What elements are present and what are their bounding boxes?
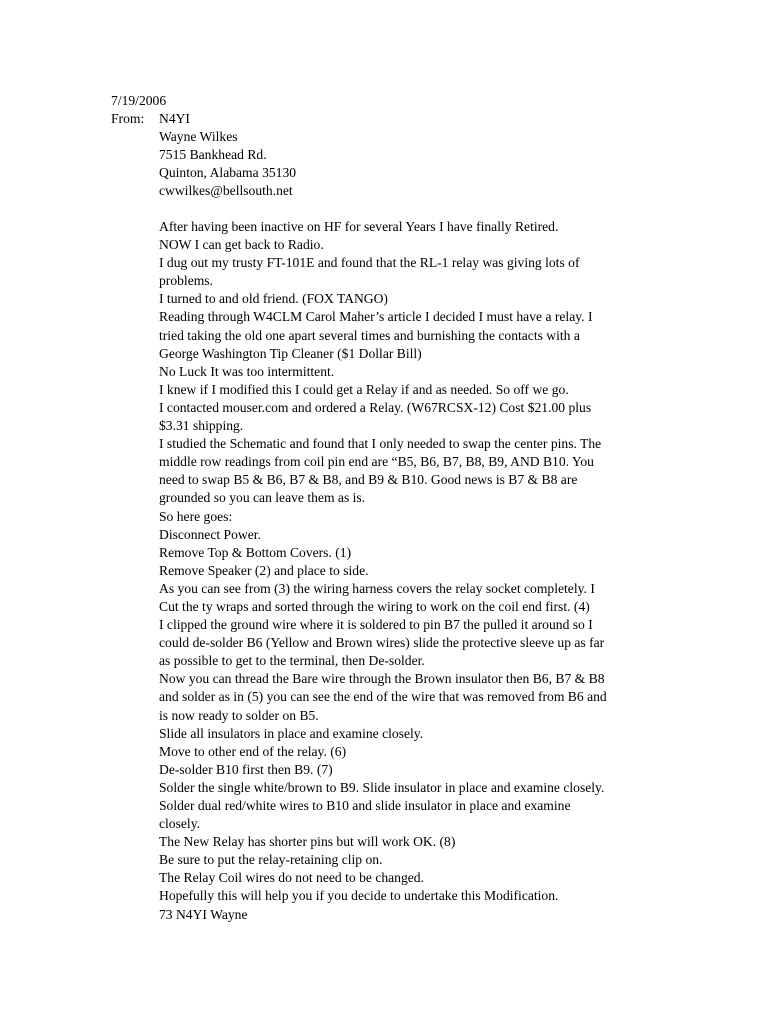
body-line: As you can see from (3) the wiring harness covers the relay socket completely. I — [159, 580, 595, 596]
body-line: middle row readings from coil pin end are “B5, B6, B7, B8, B9, AND B10. You — [159, 454, 594, 470]
body-line: Hopefully this will help you if you decide to undertake this Modification. — [159, 888, 559, 904]
body-line: I contacted mouser.com and ordered a Relay. (W67RCSX-12) Cost $21.00 plus — [159, 399, 592, 415]
body-line: After having been inactive on HF for several Years I have finally Retired. — [159, 219, 559, 234]
body-line: Disconnect Power. — [159, 526, 261, 542]
body-line: The New Relay has shorter pins but will work OK. (8) — [159, 834, 456, 850]
body-line: Solder dual red/white wires to B10 and slide insulator in place and examine — [159, 798, 571, 813]
body-line: Move to other end of the relay. (6) — [159, 743, 347, 759]
body-line: Be sure to put the relay-retaining clip on. — [159, 852, 383, 868]
body-line: need to swap B5 & B6, B7 & B8, and B9 & B10. Good news is B7 & B8 are — [159, 472, 578, 488]
body-line: I turned to and old friend. (FOX TANGO) — [159, 291, 388, 307]
body-line: is now ready to solder on B5. — [159, 707, 319, 723]
body-line: I knew if I modified this I could get a Relay if and as needed. So off we go. — [159, 381, 569, 397]
body-line: closely. — [159, 816, 201, 832]
from-label: From: — [111, 111, 145, 126]
body-line: as possible to get to the terminal, then De-solder. — [159, 653, 425, 669]
body-line: could de-solder B6 (Yellow and Brown wires) slide the protective sleeve up as far — [159, 635, 605, 651]
sender-city: Quinton, Alabama 35130 — [159, 165, 297, 180]
body-line: $3.31 shipping. — [159, 418, 244, 434]
body-line: and solder as in (5) you can see the end of the wire that was removed from B6 and — [159, 689, 607, 705]
body-line: No Luck It was too intermittent. — [159, 363, 335, 379]
body-line: tried taking the old one apart several times and burnishing the contacts with a — [159, 327, 580, 343]
body-line: De-solder B10 first then B9. (7) — [159, 761, 333, 777]
body-line: Cut the ty wraps and sorted through the wiring to work on the coil end first. (4) — [159, 598, 590, 614]
body-line: The Relay Coil wires do not need to be changed. — [159, 870, 425, 886]
body-line: I dug out my trusty FT-101E and found that the RL-1 relay was giving lots of — [159, 255, 580, 271]
letter-date: 7/19/2006 — [111, 93, 167, 108]
body-line: So here goes: — [159, 508, 233, 524]
sender-email: cwwilkes@bellsouth.net — [159, 183, 293, 198]
sender-name: Wayne Wilkes — [159, 129, 238, 144]
body-line: Solder the single white/brown to B9. Slide insulator in place and examine closely. — [159, 779, 605, 795]
sender-street: 7515 Bankhead Rd. — [159, 147, 267, 162]
body-line: NOW I can get back to Radio. — [159, 237, 324, 253]
body-line: 73 N4YI Wayne — [159, 906, 248, 922]
body-line: Remove Speaker (2) and place to side. — [159, 562, 369, 578]
body-line: grounded so you can leave them as is. — [159, 490, 366, 506]
body-line: Slide all insulators in place and examine closely. — [159, 725, 424, 741]
from-callsign: N4YI — [159, 111, 190, 126]
body-line: problems. — [159, 273, 213, 289]
body-line: I clipped the ground wire where it is soldered to pin B7 the pulled it around so I — [159, 617, 593, 633]
body-line: I studied the Schematic and found that I only needed to swap the center pins. The — [159, 436, 602, 452]
body-line: Now you can thread the Bare wire through the Brown insulator then B6, B7 & B8 — [159, 671, 605, 687]
letter-body — [159, 218, 759, 924]
body-line: Remove Top & Bottom Covers. (1) — [159, 544, 352, 560]
body-line: Reading through W4CLM Carol Maher’s article I decided I must have a relay. I — [159, 309, 593, 325]
body-line: George Washington Tip Cleaner ($1 Dollar Bill) — [159, 345, 422, 361]
